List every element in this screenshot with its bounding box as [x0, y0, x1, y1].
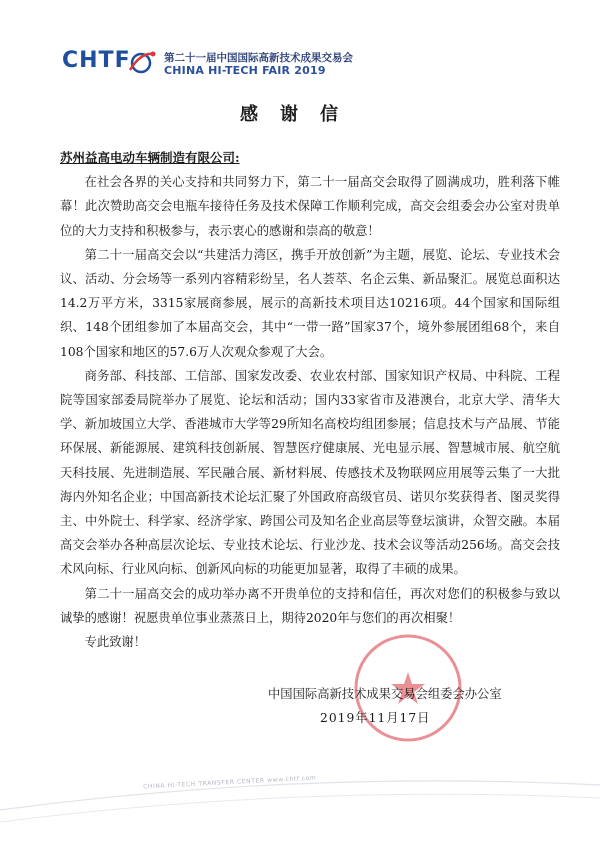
addressee: 苏州益高电动车辆制造有限公司:: [60, 150, 240, 165]
chtf-logo: CHTF: [62, 48, 131, 73]
fair-logo-icon: [124, 48, 158, 76]
letter-title: 感谢信: [240, 104, 360, 125]
footer-watermark: CHINA HI-TECH TRANSFER CENTER www.chtf.com: [142, 774, 317, 791]
signature: 中国国际高新技术成果交易会组委会办公室: [268, 687, 502, 701]
paragraph-3: 商务部、科技部、工信部、国家发改委、农业农村部、国家知识产权局、中科院、工程院等国家部委局院举办了展览、论坛和活动；国内33家省市及港澳台，北京大学、清华大学、新加坡国立大学、香港城市大学等29所知名高校均组团参展；信息技术与产品展、节能环保展、新能源展、建筑科技创新展、智慧医疗健康展、光电显示展、智慧城市展、航空航天科技展、先进制造展、军民融合展、新材料展、传感技术及物联网应用展等云集了一大批海内外知名企业；中国高新技术论坛汇聚了外国政府高级官员、诺贝尔奖获得者、图灵奖得主、中外院士、科学家、经济学家、跨国公司及知名企业高层等登坛演讲，众智交融。本届高交会举办各种高层次论坛、专业技术论坛、行业沙龙、技术会议等活动256场。高交会技术风向标、行业风向标、创新风向标的功能更加显著，取得了丰硕的成果。: [60, 368, 560, 577]
fair-name-cn: 第二十一届中国国际高新技术成果交易会: [164, 52, 353, 64]
letter-body: [60, 146, 560, 654]
paragraph-1: 在社会各界的关心支持和共同努力下，第二十一届高交会取得了圆满成功，胜利落下帷幕！此次赞助高交会电瓶车接待任务及技术保障工作顺利完成，高交会组委会办公室对贵单位的大力支持和积极参与，表示衷心的感谢和崇高的敬意！: [60, 175, 560, 238]
paragraph-2: 第二十一届高交会以“共建活力湾区，携手开放创新”为主题，展览、论坛、专业技术会议、活动、分会场等一系列内容精彩纷呈，名人荟萃、名企云集、新品聚汇。展览总面积达14.2万平方米，3315家展商参展，展示的高新技术项目达10216项。44个国家和国际组织、148个团组参加了本届高交会，其中“一带一路”国家37个，境外参展团组68个，来自108个国家和地区的57.6万人次观众参观了大会。: [60, 247, 560, 359]
letter-date: 2019年11月17日: [320, 711, 431, 725]
fair-name-en: CHINA HI-TECH FAIR 2019: [164, 64, 326, 77]
paragraph-4: 第二十一届高交会的成功举办离不开贵单位的支持和信任，再次对您们的积极参与致以诚挚的感谢！祝愿贵单位事业蒸蒸日上，期待2020年与您们的再次相聚！: [60, 586, 560, 625]
header: [62, 46, 402, 86]
paragraph-closing: 专此致谢！: [84, 635, 147, 650]
